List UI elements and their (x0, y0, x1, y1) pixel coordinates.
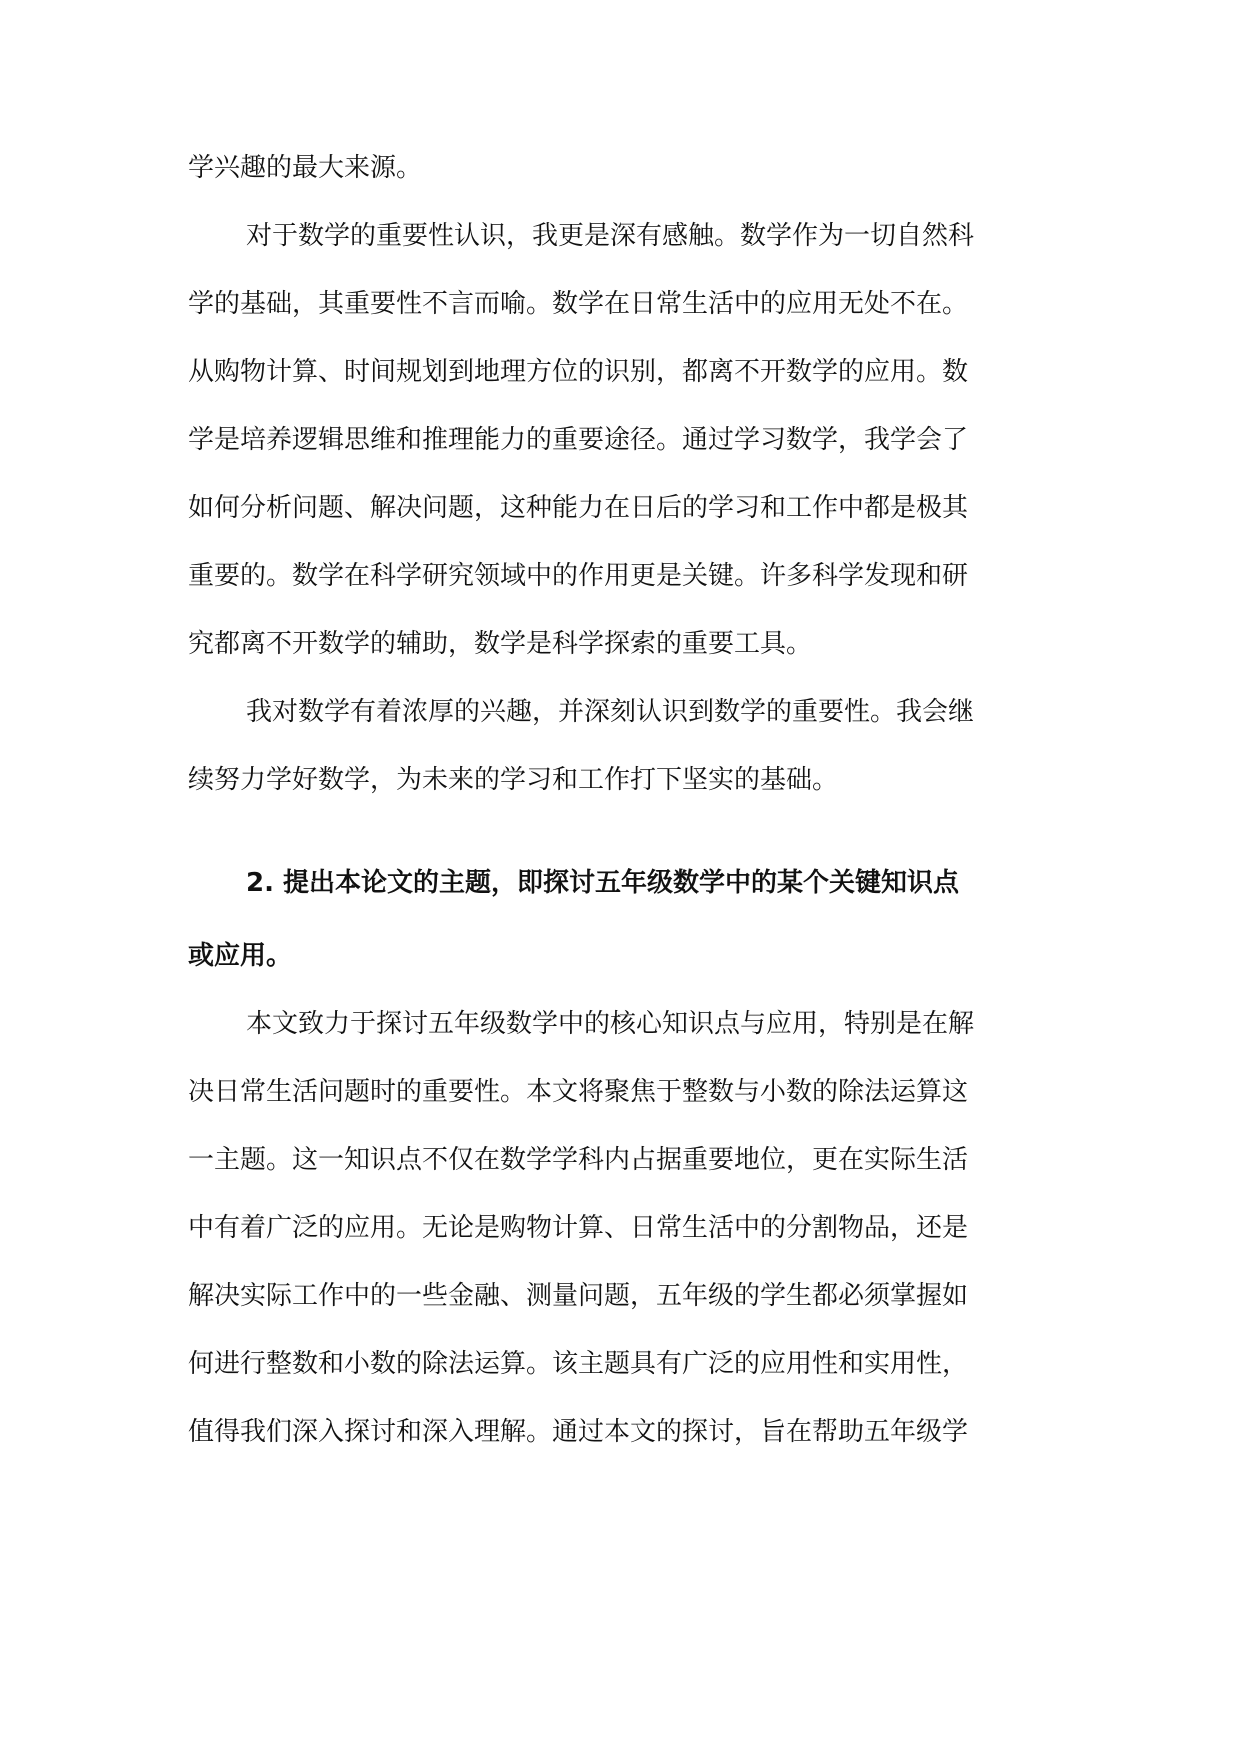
paragraph-line: 本文致力于探讨五年级数学中的核心知识点与应用，特别是在解 (246, 1009, 975, 1039)
paragraph-line: 究都离不开数学的辅助，数学是科学探索的重要工具。 (188, 629, 813, 659)
paragraph-line: 学是培养逻辑思维和推理能力的重要途径。通过学习数学，我学会了 (188, 425, 969, 455)
paragraph-line: 何进行整数和小数的除法运算。该主题具有广泛的应用性和实用性， (188, 1349, 969, 1379)
paragraph-line: 从购物计算、时间规划到地理方位的识别，都离不开数学的应用。数 (188, 357, 969, 387)
paragraph-line: 一主题。这一知识点不仅在数学学科内占据重要地位，更在实际生活 (188, 1145, 969, 1175)
paragraph-line: 决日常生活问题时的重要性。本文将聚焦于整数与小数的除法运算这 (188, 1077, 969, 1107)
paragraph-line: 我对数学有着浓厚的兴趣，并深刻认识到数学的重要性。我会继 (246, 697, 975, 727)
section-heading-line: 2. 提出本论文的主题，即探讨五年级数学中的某个关键知识点 (246, 868, 960, 898)
paragraph-line: 中有着广泛的应用。无论是购物计算、日常生活中的分割物品，还是 (188, 1213, 969, 1243)
paragraph-line: 解决实际工作中的一些金融、测量问题，五年级的学生都必须掌握如 (188, 1281, 969, 1311)
paragraph-line: 学的基础，其重要性不言而喻。数学在日常生活中的应用无处不在。 (188, 289, 969, 319)
paragraph-line: 值得我们深入探讨和深入理解。通过本文的探讨，旨在帮助五年级学 (188, 1417, 969, 1447)
paragraph-line: 重要的。数学在科学研究领域中的作用更是关键。许多科学发现和研 (188, 561, 969, 591)
paragraph-continuation-line: 学兴趣的最大来源。 (188, 153, 423, 183)
paragraph-line: 续努力学好数学，为未来的学习和工作打下坚实的基础。 (188, 765, 839, 795)
section-heading-line: 或应用。 (188, 941, 293, 971)
paragraph-line: 如何分析问题、解决问题，这种能力在日后的学习和工作中都是极其 (188, 493, 969, 523)
paragraph-line: 对于数学的重要性认识，我更是深有感触。数学作为一切自然科 (246, 221, 975, 251)
